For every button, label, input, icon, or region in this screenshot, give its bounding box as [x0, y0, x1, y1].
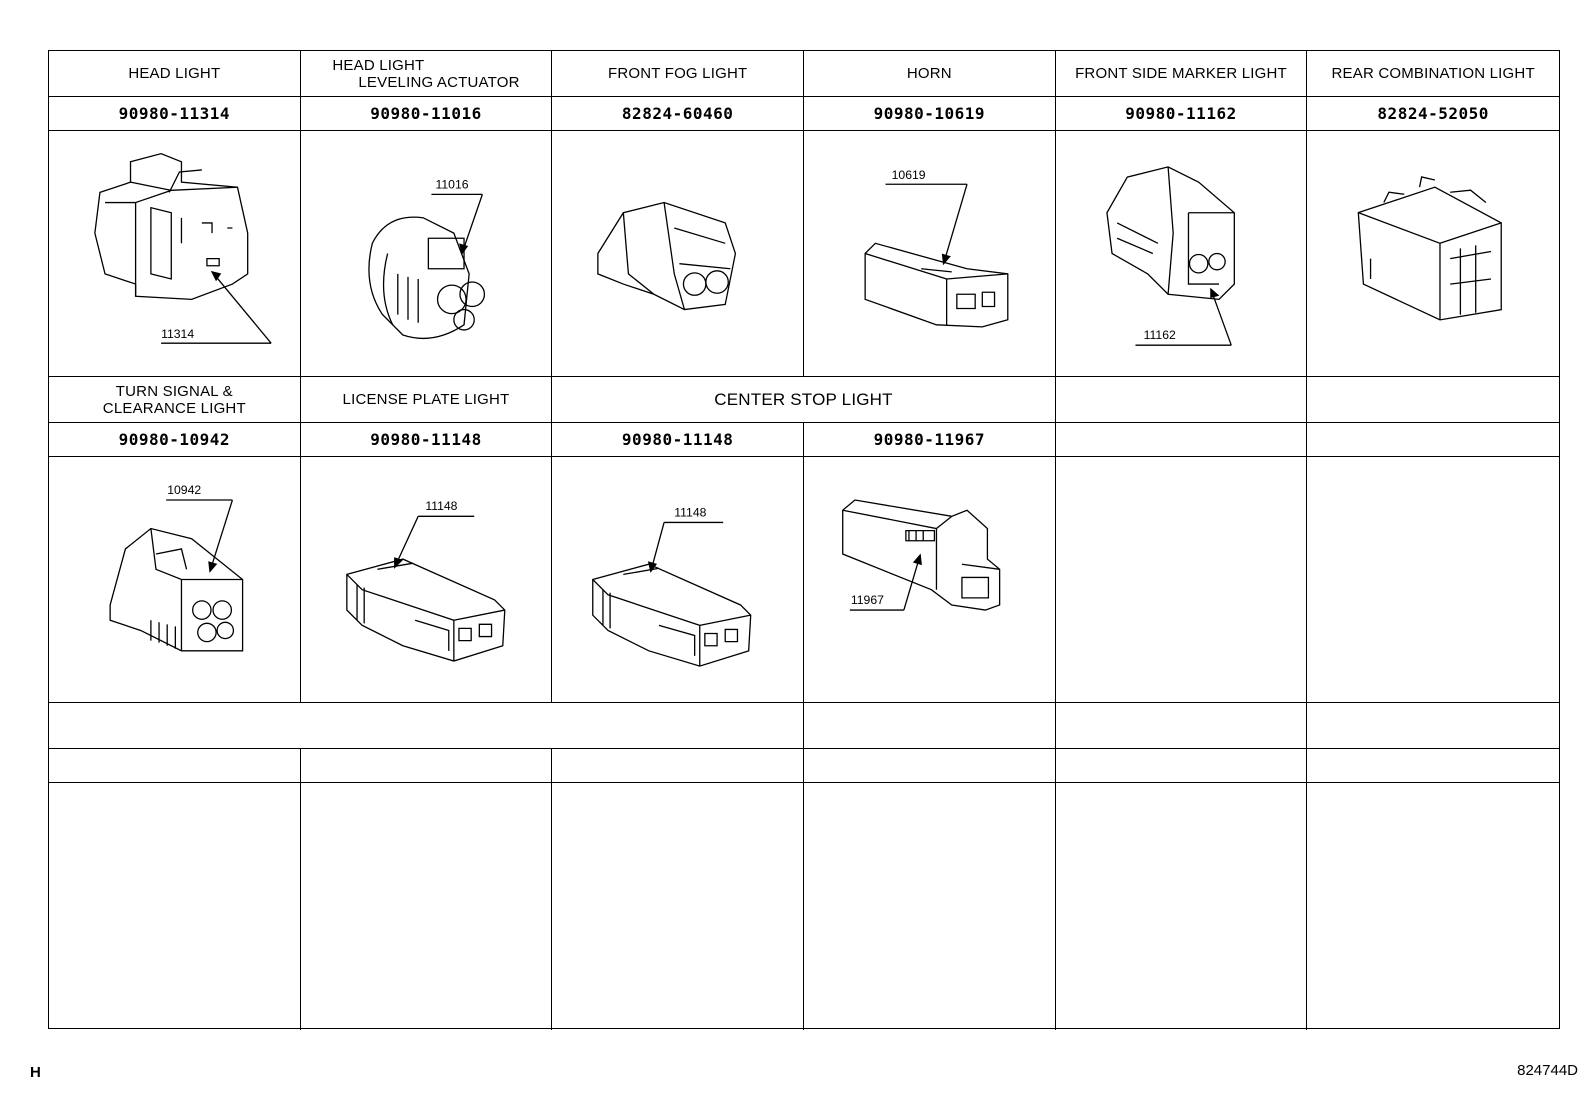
part-number: 90980-11016 — [301, 97, 553, 131]
title-license-plate-light: LICENSE PLATE LIGHT — [301, 377, 553, 423]
part-number — [1056, 423, 1308, 457]
empty-cell — [1056, 457, 1308, 703]
part-number: 90980-11148 — [301, 423, 553, 457]
title-line-2: LEVELING ACTUATOR — [358, 73, 520, 91]
turn-signal-connector-icon — [49, 457, 300, 702]
empty-cell — [301, 783, 553, 1030]
empty-cell — [1307, 749, 1559, 783]
callout-label: 11162 — [1143, 328, 1176, 343]
empty-cell — [301, 749, 553, 783]
connector-table — [48, 50, 1560, 1029]
callout-label: 11148 — [674, 505, 707, 520]
side-marker-connector-icon — [1056, 131, 1307, 376]
empty-cell — [1307, 377, 1559, 423]
empty-cell — [1056, 703, 1308, 749]
empty-cell — [49, 703, 804, 749]
leveling-actuator-connector-icon — [301, 131, 552, 376]
callout-label: 11314 — [161, 327, 195, 342]
center-stop-connector-11148-icon — [552, 457, 803, 702]
title-rear-combination-light: REAR COMBINATION LIGHT — [1307, 51, 1559, 97]
empty-cell — [1056, 377, 1308, 423]
title-front-fog-light: FRONT FOG LIGHT — [552, 51, 804, 97]
connector-illustration — [552, 131, 804, 377]
callout-label: 10619 — [891, 168, 926, 183]
fog-light-connector-icon — [552, 131, 803, 376]
center-stop-connector-11967-icon — [804, 457, 1055, 702]
title-line-1: TURN SIGNAL & — [115, 382, 233, 400]
drawing-number: 824744D — [1517, 1062, 1578, 1079]
footer-left-mark: H — [30, 1064, 41, 1081]
empty-cell — [49, 749, 301, 783]
connector-illustration — [301, 457, 553, 703]
empty-cell — [552, 749, 804, 783]
empty-cell — [1307, 783, 1559, 1030]
empty-cell — [1056, 783, 1308, 1030]
connector-illustration — [552, 457, 804, 703]
connector-illustration — [1056, 131, 1308, 377]
title-front-side-marker-light: FRONT SIDE MARKER LIGHT — [1056, 51, 1308, 97]
part-number: 90980-11314 — [49, 97, 301, 131]
title-head-light-leveling-actuator — [301, 51, 553, 97]
connector-illustration — [301, 131, 553, 377]
empty-cell — [1307, 703, 1559, 749]
part-number: 90980-10942 — [49, 423, 301, 457]
title-line-2: CLEARANCE LIGHT — [102, 399, 246, 417]
title-head-light: HEAD LIGHT — [49, 51, 301, 97]
callout-label: 10942 — [167, 482, 202, 497]
license-plate-connector-icon — [301, 457, 552, 702]
part-number: 82824-60460 — [552, 97, 804, 131]
empty-cell — [552, 783, 804, 1030]
part-number — [1307, 423, 1559, 457]
empty-cell — [804, 703, 1056, 749]
title-line-1: HEAD LIGHT — [332, 56, 425, 74]
connector-illustration — [1307, 131, 1559, 377]
rear-combination-connector-icon — [1307, 131, 1559, 376]
empty-cell — [49, 783, 301, 1030]
title-horn: HORN — [804, 51, 1056, 97]
empty-cell — [804, 749, 1056, 783]
empty-cell — [804, 783, 1056, 1030]
empty-cell — [1307, 457, 1559, 703]
connector-illustration — [49, 131, 301, 377]
empty-cell — [1056, 749, 1308, 783]
part-number: 90980-11162 — [1056, 97, 1308, 131]
part-number: 90980-11967 — [804, 423, 1056, 457]
callout-label: 11016 — [435, 177, 469, 192]
headlight-connector-icon — [49, 131, 300, 376]
part-number: 90980-10619 — [804, 97, 1056, 131]
part-number: 82824-52050 — [1307, 97, 1559, 131]
title-center-stop-light: CENTER STOP LIGHT — [552, 377, 1055, 423]
connector-illustration — [804, 457, 1056, 703]
connector-illustration — [49, 457, 301, 703]
callout-label: 11967 — [850, 592, 884, 607]
title-turn-signal-clearance-light — [49, 377, 301, 423]
connector-illustration — [804, 131, 1056, 377]
callout-label: 11148 — [424, 499, 458, 514]
horn-connector-icon — [804, 131, 1055, 376]
part-number: 90980-11148 — [552, 423, 804, 457]
